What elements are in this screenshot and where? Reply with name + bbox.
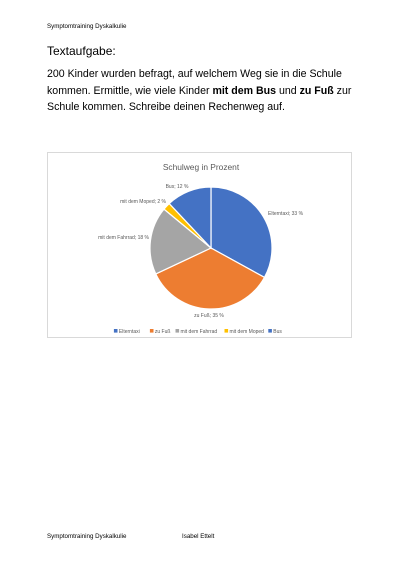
task-text-part-2: und <box>276 84 300 97</box>
legend-swatch-bus <box>268 329 272 333</box>
data-label-elterntaxi: Elterntaxi; 33 % <box>268 211 304 217</box>
legend-label-mit-dem-moped: mit dem Moped <box>229 329 264 335</box>
data-label-mit-dem-fahrrad: mit dem Fahrrad; 18 % <box>98 235 149 241</box>
data-label-bus: Bus; 12 % <box>165 184 189 190</box>
footer-left: Symptomtraining Dyskalkulie <box>47 533 127 540</box>
legend-swatch-mit-dem-fahrrad <box>176 329 180 333</box>
legend-swatch-mit-dem-moped <box>225 329 229 333</box>
page-header: Symptomtraining Dyskalkulie <box>47 23 127 30</box>
legend-label-mit-dem-fahrrad: mit dem Fahrrad <box>180 329 218 335</box>
legend-label-elterntaxi: Elterntaxi <box>118 329 140 335</box>
legend-label-zu-fuss: zu Fuß <box>154 329 171 335</box>
legend-swatch-elterntaxi <box>114 329 118 333</box>
pie-chart-svg <box>48 153 351 337</box>
pie-chart <box>47 152 352 338</box>
chart-title: Schulweg in Prozent <box>162 162 240 172</box>
task-text-part-1: 200 Kinder wurden befragt, auf welchem Weg sie in die Schule kommen. Ermittle, wie viele Kinder <box>47 68 342 97</box>
task-text-part-3: zur Schule kommen. Schreibe deinen Rechenweg auf. <box>47 84 352 113</box>
task-text <box>47 66 367 116</box>
footer-author: Isabel Ettelt <box>182 533 215 540</box>
legend-label-bus: Bus <box>273 329 282 335</box>
data-label-mit-dem-moped: mit dem Moped; 2 % <box>120 199 166 205</box>
task-text-bold-bus: mit dem Bus <box>212 84 277 97</box>
legend-swatch-zu-fuss <box>150 329 154 333</box>
data-label-zu-fuss: zu Fuß; 35 % <box>194 313 224 319</box>
task-text-bold-foot: zu Fuß <box>299 84 334 97</box>
task-heading: Textaufgabe: <box>47 44 116 58</box>
